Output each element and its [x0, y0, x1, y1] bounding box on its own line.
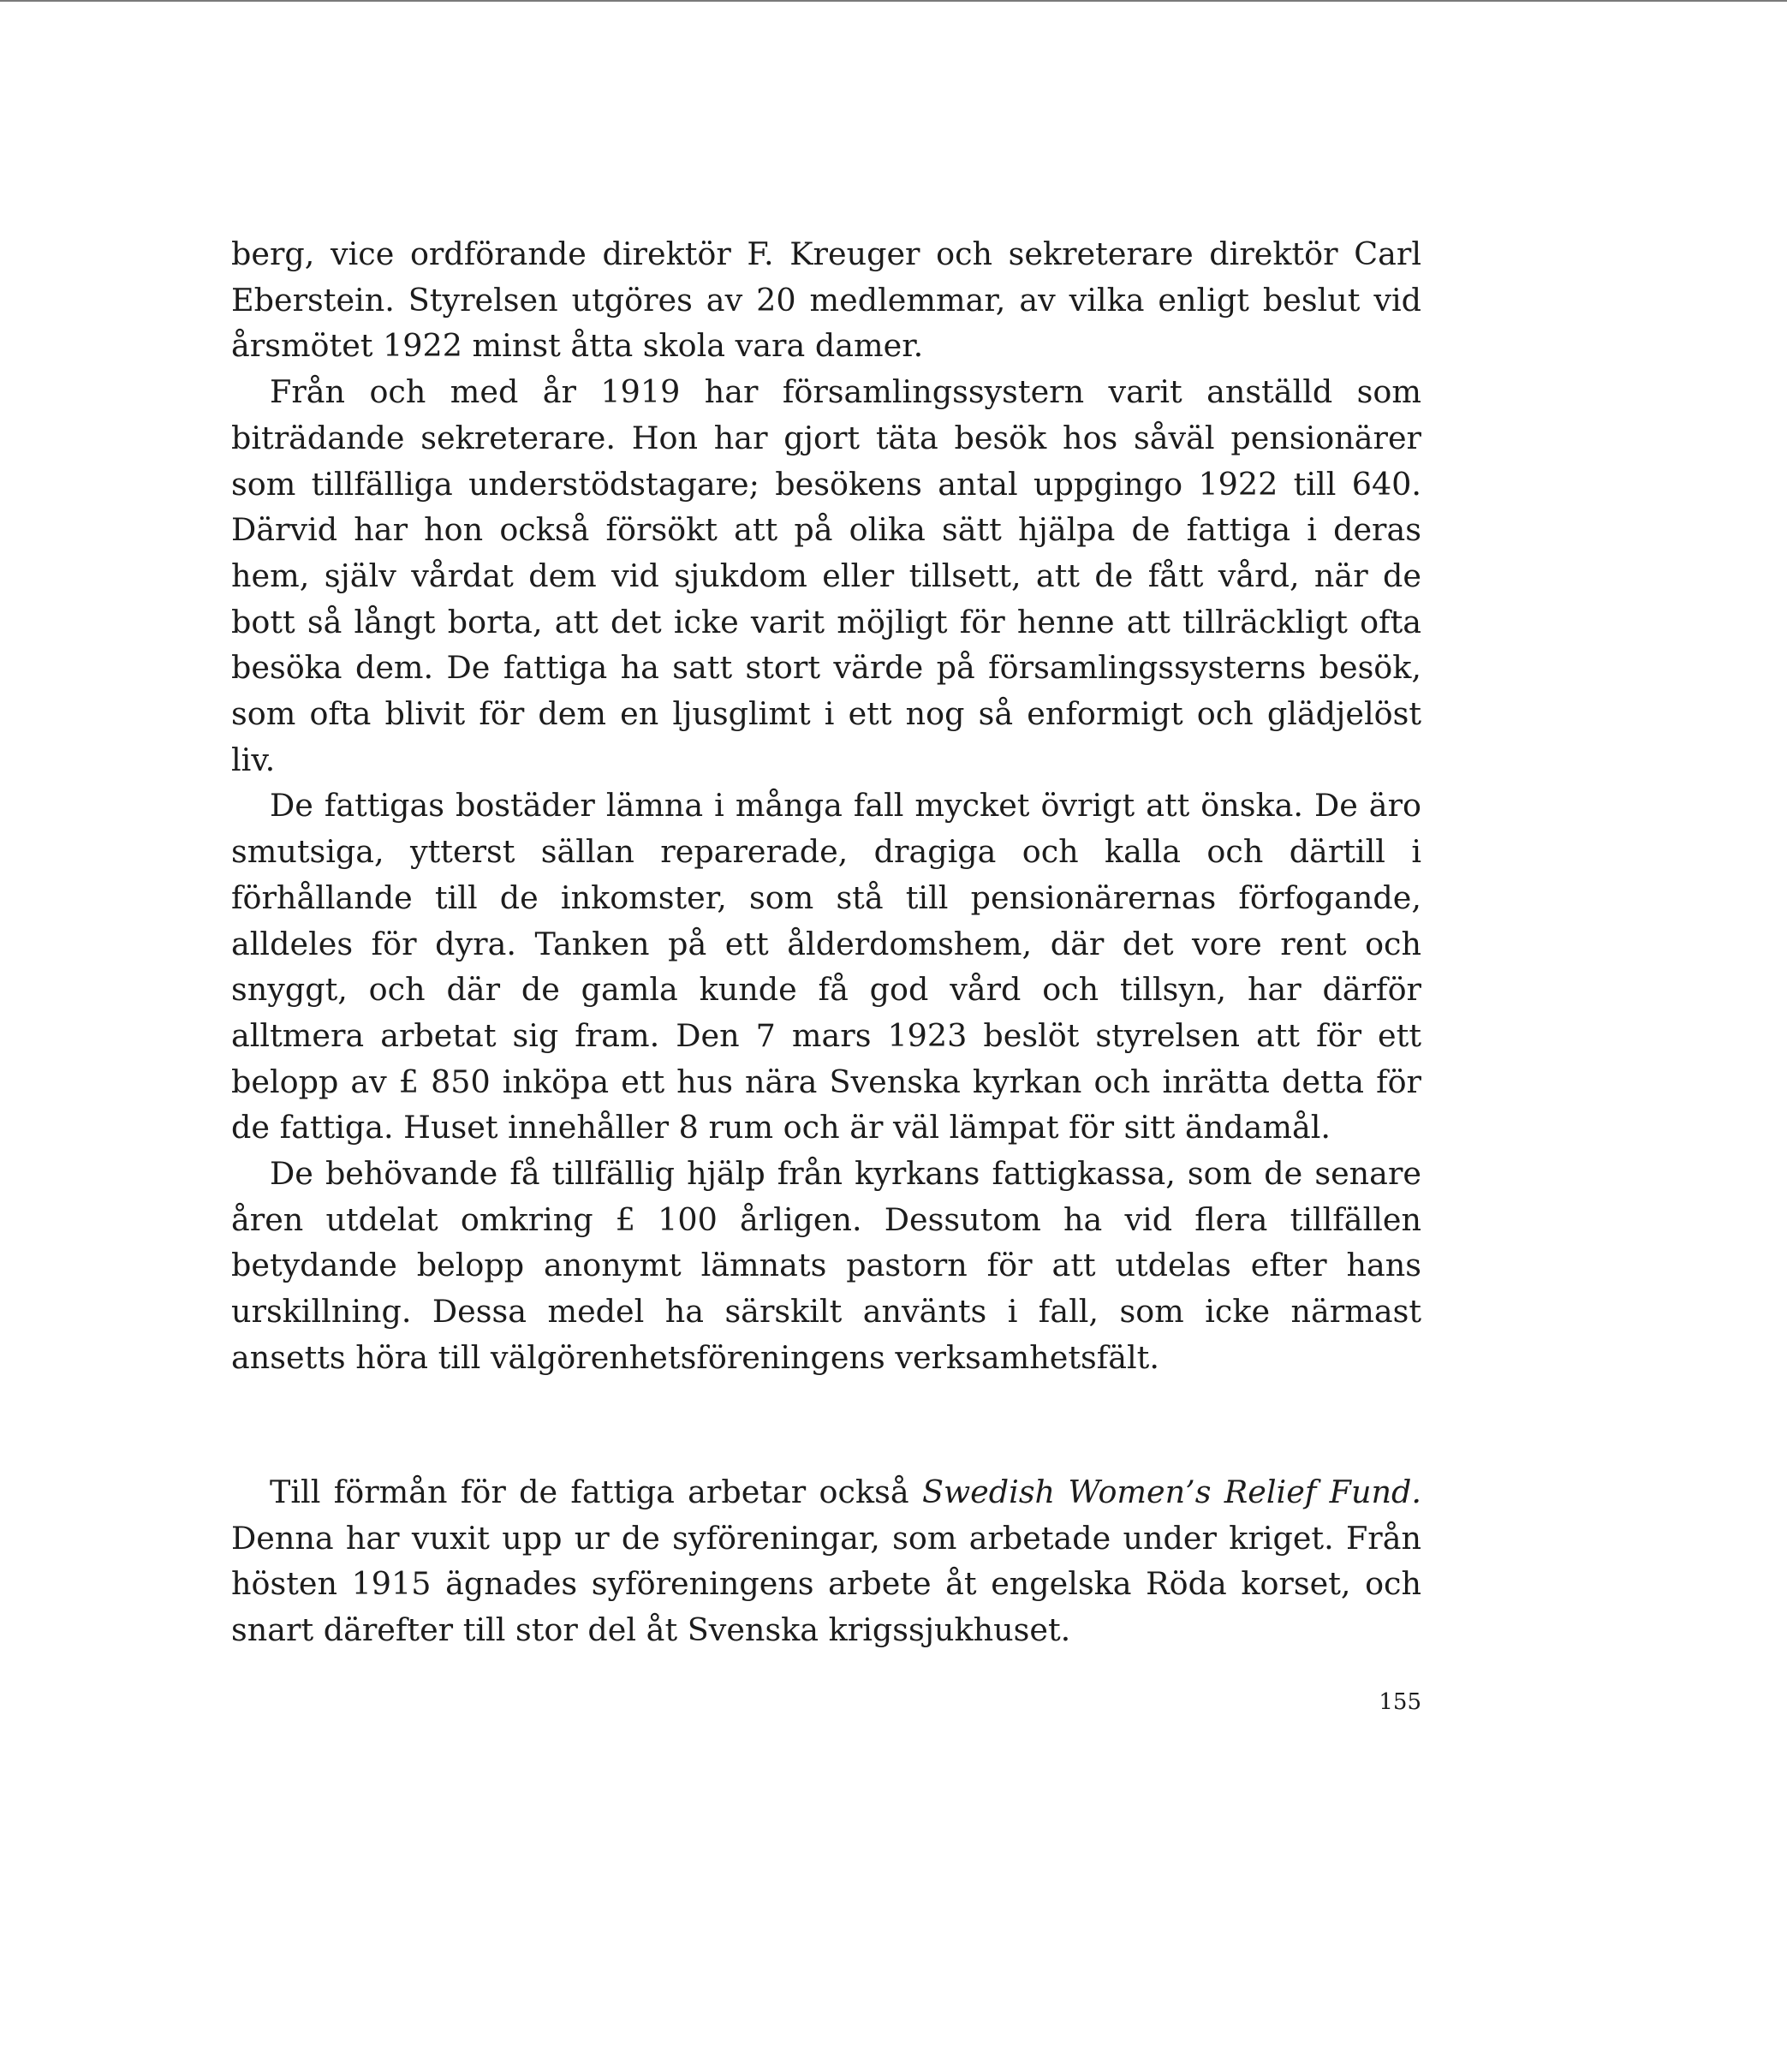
- fund-name-italic: Swedish Women’s Relief Fund.: [921, 1474, 1421, 1510]
- paragraph-housing: De fattigas bostäder lämna i många fall mycket övrigt att önska. De äro smutsiga, ytterst sällan reparerade, dragiga och kalla och därtill i förhållande till de inkomster, som stå till pensionärernas förfogande, alldeles för dyra. Tanken på ett ålderdomshem, där det vore rent och snyggt, och där de gamla kunde få god vård och tillsyn, har därför alltmera arbetat sig fram. Den 7 mars 1923 beslöt styrelsen att för ett belopp av £ 850 inköpa ett hus nära Svenska kyrkan och inrätta detta för de fattiga. Huset innehåller 8 rum och är väl lämpat för sitt ändamål.: [231, 787, 1421, 1146]
- paragraph-relief-fund: [231, 1469, 1421, 1653]
- paragraph-parish-sister: Från och med år 1919 har församlingssystern varit anställd som biträdande sekreterare. Hon har gjort täta besök hos såväl pensionärer som tillfälliga understödstagare; besökens antal uppgingo 1922 till 640. Därvid har hon också försökt att på olika sätt hjälpa de fattiga i deras hem, själv vårdat dem vid sjukdom eller tillsett, att de fått vård, när de bott så långt borta, att det icke varit möjligt för henne att tillräckligt ofta besöka dem. De fattiga ha satt stort värde på församlingssysterns besök, som ofta blivit för dem en ljusglimt i ett nog så enformigt och glädjelöst liv.: [231, 373, 1421, 778]
- paragraph-board: berg, vice ordförande direktör F. Kreuger och sekreterare direktör Carl Eberstein. Styrelsen utgöres av 20 medlemmar, av vilka enligt beslut vid årsmötet 1922 minst åtta skola vara damer.: [231, 235, 1421, 365]
- page-number: 155: [1379, 1689, 1421, 1715]
- fund-text-after: Denna har vuxit upp ur de syföreningar, som arbetade under kriget. Från hösten 1915 ägnades syföreningens arbete åt engelska Röda korset, och snart därefter till stor del åt Svenska krigssjukhuset.: [231, 1519, 1421, 1649]
- paragraph-poor-fund: De behövande få tillfällig hjälp från kyrkans fattigkassa, som de senare åren utdelat omkring £ 100 årligen. Dessutom ha vid flera tillfällen betydande belopp anonymt lämnats pastorn för att utdelas efter hans urskillning. Dessa medel ha särskilt använts i fall, som icke närmast ansetts höra till välgörenhetsföreningens verksamhetsfält.: [231, 1155, 1421, 1376]
- page-top-edge: [0, 0, 1787, 2]
- relief-fund-text-block: [231, 1469, 1421, 1653]
- main-text-block: [231, 231, 1421, 1381]
- fund-text-before: Till förmån för de fattiga arbetar också: [270, 1474, 922, 1510]
